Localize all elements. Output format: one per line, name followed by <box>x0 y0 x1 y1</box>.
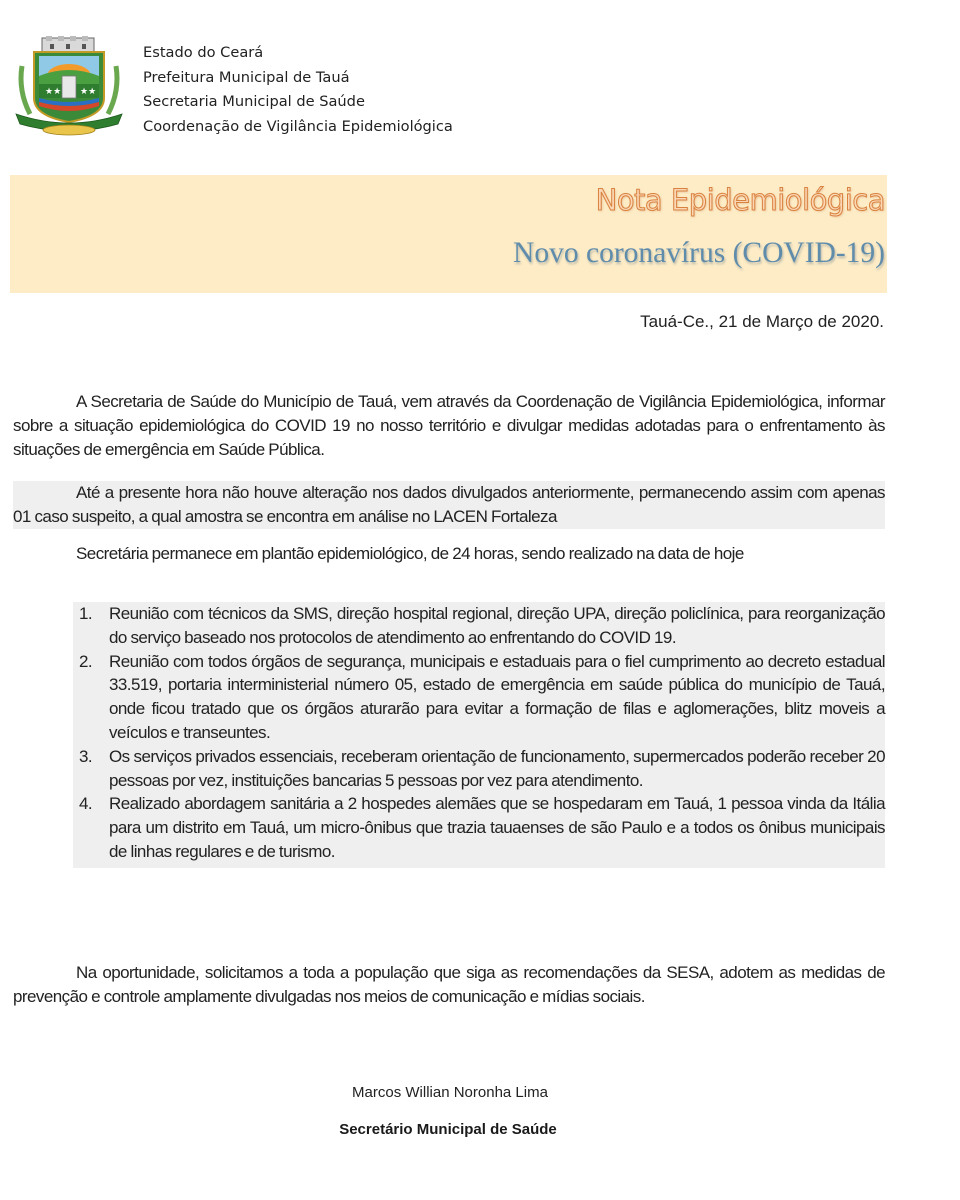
document-title: Nota Epidemiológica <box>595 183 885 217</box>
actions-list <box>73 602 885 868</box>
list-item-number: 1. <box>79 604 93 623</box>
date-line: Tauá-Ce., 21 de Março de 2020. <box>640 312 884 331</box>
on-call-paragraph-text: Secretária permanece em plantão epidemiológico, de 24 horas, sendo realizado na data de hoje <box>76 544 744 563</box>
letterhead-secretariat: Secretaria Municipal de Saúde <box>143 93 365 110</box>
signatory-title: Secretário Municipal de Saúde <box>339 1121 557 1138</box>
on-call-paragraph <box>13 542 885 566</box>
list-item <box>73 792 885 863</box>
list-item-text: Realizado abordagem sanitária a 2 hospedes alemães que se hospedaram em Tauá, 1 pessoa vinda da Itália para um distrito em Tauá, um micro-ônibus que trazia tauaenses de são Paulo e a todos os ônibus municipais de linhas regulares e de turismo. <box>109 794 885 861</box>
closing-paragraph <box>13 961 885 1009</box>
list-item <box>73 602 885 650</box>
letterhead-coordination: Coordenação de Vigilância Epidemiológica <box>143 117 453 135</box>
letterhead <box>143 41 453 139</box>
svg-text:★★: ★★ <box>45 87 62 97</box>
status-paragraph-text: Até a presente hora não houve alteração nos dados divulgados anteriormente, permanecendo assim com apenas 01 caso suspeito, a qual amostra se encontra em análise no LACEN Fortaleza <box>13 483 885 526</box>
list-item-text: Os serviços privados essenciais, receberam orientação de funcionamento, supermercados poderão receber 20 pessoas por vez, instituições bancarias 5 pessoas por vez para atendimento. <box>109 746 885 790</box>
svg-text:★★: ★★ <box>80 87 97 97</box>
intro-paragraph-text: A Secretaria de Saúde do Município de Tauá, vem através da Coordenação de Vigilância Epidemiológica, informar sobre a situação epidemiológica do COVID 19 no nosso território e divulgar medidas adotadas para o enfrentamento às situações de emergência em Saúde Pública. <box>13 392 885 459</box>
intro-paragraph <box>13 390 885 461</box>
list-item <box>73 650 885 745</box>
list-item <box>73 745 885 793</box>
municipal-coat-of-arms-icon <box>12 36 126 136</box>
list-item-number: 4. <box>79 794 93 814</box>
letterhead-state: Estado do Ceará <box>143 44 264 61</box>
list-item-text: Reunião com técnicos da SMS, direção hospital regional, direção UPA, direção policlínica, para reorganização do serviço baseado nos protocolos de atendimento ao enfrentando do COVID 19. <box>109 604 885 647</box>
list-item-number: 2. <box>79 651 93 671</box>
title-banner <box>10 175 887 293</box>
closing-paragraph-text: Na oportunidade, solicitamos a toda a população que siga as recomendações da SESA, adotem as medidas de prevenção e controle amplamente divulgadas nos meios de comunicação e mídias sociais. <box>13 963 885 1006</box>
list-item-text: Reunião com todos órgãos de segurança, municipais e estaduais para o fiel cumprimento ao decreto estadual 33.519, portaria interministerial número 05, estado de emergência em saúde pública do município de Tauá, onde ficou tratado que os órgãos aturarão para evitar a formação de filas e aglomerações, blitz moveis a veículos e transeuntes. <box>109 651 885 742</box>
list-item-number: 3. <box>79 746 93 766</box>
document-subtitle: Novo coronavírus (COVID-19) <box>513 237 885 269</box>
signatory-name: Marcos Willian Noronha Lima <box>352 1084 548 1101</box>
letterhead-municipality: Prefeitura Municipal de Tauá <box>143 68 350 86</box>
status-paragraph <box>13 481 885 529</box>
